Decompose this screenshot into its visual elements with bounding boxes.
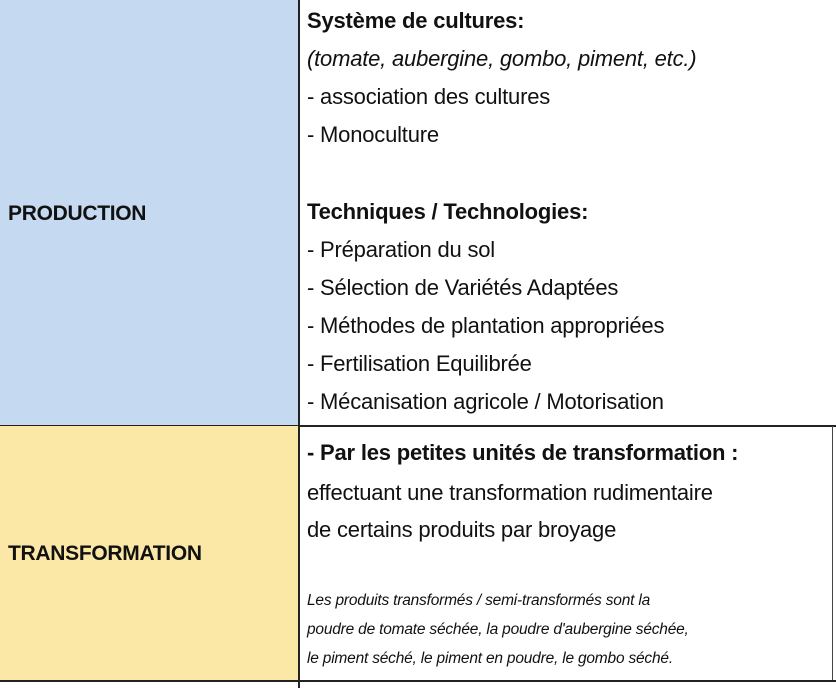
next-row-label-cell	[0, 682, 300, 688]
production-label: PRODUCTION	[8, 202, 147, 225]
transformation-description-2: de certains produits par broyage	[307, 517, 617, 542]
transformation-row	[0, 426, 836, 680]
transformation-description-1: effectuant une transformation rudimentaire	[307, 480, 713, 505]
planting-methods-item: - Méthodes de plantation appropriées	[307, 313, 665, 338]
fertilization-item: - Fertilisation Equilibrée	[307, 351, 532, 376]
cropping-system-heading: Système de cultures:	[307, 8, 525, 33]
transformed-products-note-3: le piment séché, le piment en poudre, le gombo séché.	[307, 650, 673, 667]
techniques-heading: Techniques / Technologies:	[307, 199, 589, 224]
transformed-products-note-2: poudre de tomate séchée, la poudre d'aubergine séchée,	[307, 621, 689, 638]
soil-preparation-item: - Préparation du sol	[307, 237, 495, 262]
crops-list: (tomate, aubergine, gombo, piment, etc.)	[307, 46, 697, 71]
monoculture-item: - Monoculture	[307, 122, 439, 147]
transformed-products-note-1: Les produits transformés / semi-transformés sont la	[307, 592, 650, 609]
production-label-cell[interactable]	[0, 0, 300, 426]
crop-association-item: - association des cultures	[307, 84, 551, 109]
mechanization-item: - Mécanisation agricole / Motorisation	[307, 389, 664, 414]
transformation-label-cell[interactable]	[0, 426, 300, 680]
variety-selection-item: - Sélection de Variétés Adaptées	[307, 275, 619, 300]
transformation-label: TRANSFORMATION	[8, 542, 202, 565]
transformation-content-cell[interactable]	[300, 426, 833, 680]
next-row-strip	[0, 682, 836, 688]
small-units-heading: - Par les petites unités de transformation :	[307, 440, 739, 465]
production-content-cell[interactable]	[300, 0, 836, 426]
